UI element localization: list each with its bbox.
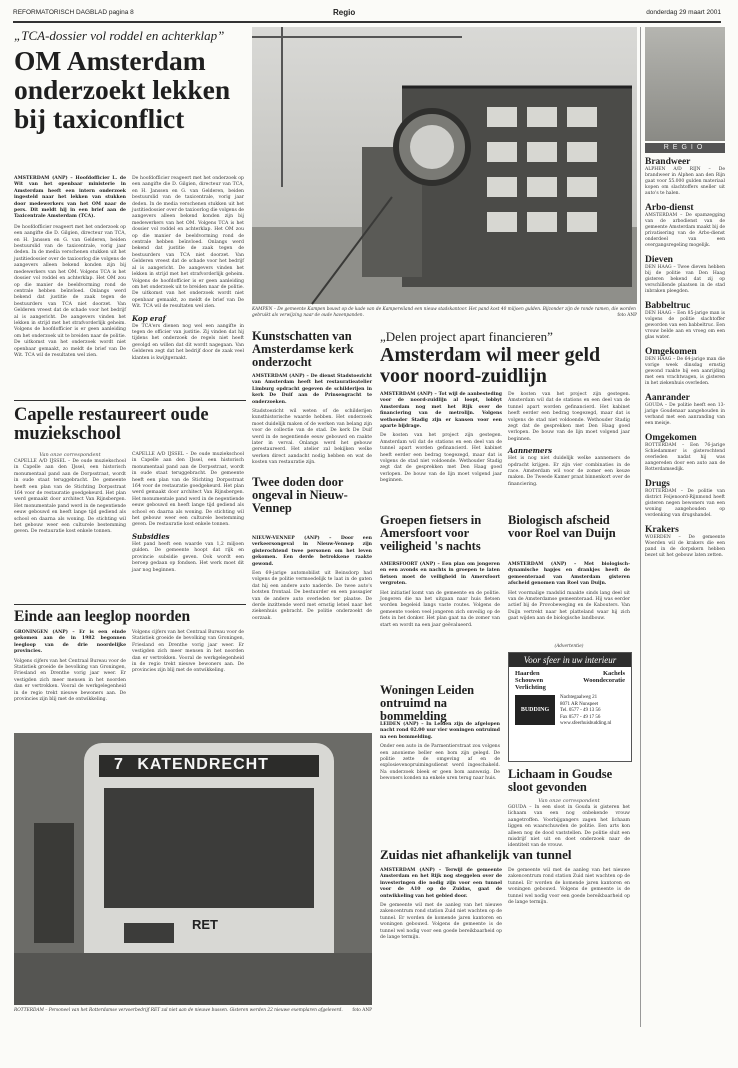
tweedoden-body: Een 69-jarige automobilist uit Beinsdorp had volgens de politie vermoedelijk te laat in de gaten dat hij een andere auto naderde. De twee auto's botsten frontaal. De bestuurder en een passagier van de andere auto overleden ter plaatse. De derde inzittende werd met ernstig letsel naar het ziekenhuis gebracht. De politie onderzoekt de oorzaak. [252, 571, 372, 621]
construction-illustration [252, 27, 637, 304]
sidebar-news-text: DEN HAAG – De 64-jarige man die vorige week dinsdag ernstig gewond raakte bij een aanrijding met een vrachtwagen, is gisteren in het ziekenhuis overleden. [645, 357, 725, 386]
leegloop-headline: Einde aan leeglop noorden [14, 608, 191, 625]
advert-web[interactable]: www.sfeerhuisbudding.nl [560, 721, 612, 727]
advert [508, 652, 632, 762]
sidebar-news-item [645, 479, 725, 519]
sidebar-label: REGIO [645, 143, 725, 153]
delen-subhead: Aannemers [508, 446, 553, 456]
zuidas-col-2 [508, 868, 630, 1008]
sidebar-news-title: Krakers [645, 525, 679, 535]
capelle-body-cont: CAPELLE A/D IJSSEL – De oude muziekschool in Capelle aan den IJssel, een historisch monumentaal pand aan de Dorpsstraat, wordt in oude staat teruggebracht. De gemeente heeft een plan van de Stichting Dorpsstraat 164 voor de restauratie goedgekeurd. Het plan werd gemaakt door architect Van Rijnsbergen. Het monumentale pand werd in de negentiende eeuw gebouwd en heeft lange tijd gediend als school en daarna als woning. De stichting wil het gebouw weer een culturele bestemming geven. De restauratie kost enkele tonnen. [132, 452, 244, 528]
sidebar-news-item [645, 301, 725, 341]
fietsers-intro: AMERSFOORT (ANP) – Een plan om jongeren en een avonds en nachts in groepen te laten fietsen moet de veiligheid in Amersfoort vergroten. [380, 562, 500, 587]
woningen-headline: Woningen Leiden ontruimd na bommelding [380, 683, 475, 724]
advert-label: (Advertentie) [554, 644, 584, 649]
biologisch-text [508, 562, 630, 640]
construction-photo [252, 27, 637, 304]
header-rule [13, 21, 721, 23]
lead-subhead: Kop eraf [132, 313, 166, 323]
sidebar-news-title: Aanrander [645, 393, 690, 403]
sidebar-news-text: ROTTERDAM – De politie van district Feijenoord-Rijnmond heeft gisteren negen bewoners van een woning aangehouden op verdenking van drugshandel. [645, 489, 725, 518]
delen-headline: Amsterdam wil meer geld voor noord-zuidlijn [380, 344, 601, 387]
capelle-body2: Het pand heeft een waarde van 1,2 miljoen gulden. De gemeente hoopt dat rijk en provincie subsidie geven. Ook wordt een beroep gedaan op fondsen. Het werk moet dit jaar nog beginnen. [132, 541, 244, 573]
advert-address-line: Fax 0577 - 49 17 56 [560, 714, 601, 720]
sidebar-news-text: ROTTERDAM – Een 76-jarige Schiedammer is gisterochtend overleden nadat hij was aangereden door een auto aan de Rotterdamsedijk. [645, 443, 725, 472]
sidebar-news-item [645, 255, 725, 295]
construction-caption [252, 307, 637, 318]
capelle-body: CAPELLE A/D IJSSEL – De oude muziekschool in Capelle aan den IJssel, een historisch monumentaal pand aan de Dorpsstraat, wordt in oude staat teruggebracht. De gemeente heeft een plan van de Stichting Dorpsstraat 164 voor de restauratie goedgekeurd. Het plan werd gemaakt door architect Van Rijnsbergen. Het monumentale pand werd in de negentiende eeuw gebouwd en heeft lange tijd gediend als school en daarna als woning. De stichting wil het gebouw weer een culturele bestemming geven. De restauratie kost enkele tonnen. [14, 459, 126, 535]
sidebar-news-title: Dieven [645, 255, 673, 265]
delen-col-1 [380, 392, 502, 510]
sidebar-items [645, 157, 725, 559]
sidebar-news-item [645, 433, 725, 473]
sidebar-news-text: GOUDA – De politie heeft een 13-jarige Goudenaar aangehouden in verband met een aanranding van een meisje. [645, 403, 725, 426]
sidebar-news-title: Omgekomen [645, 433, 697, 443]
advert-product: Woondecoratie [583, 677, 625, 684]
zuidas-body-cont: De gemeente wil met de aanleg van het nieuwe zakencentrum rond station Zuid niet wachten op de tunnel. Er worden de komende jaren kantoren en woningen gebouwd. Volgens de gemeente is de tunnel wel nodig voor een goede bereikbaarheid op de lange termijn. [508, 868, 630, 906]
woningen-body: Onder een auto in de Parmentierstraat zou volgens een anonieme beller een bom zijn gelegd. De politie zette de omgeving af en de explosievenopruimingsdienst werd ingeschakeld. Na onderzoek bleek er geen bom aanwezig. De bewoners konden na enkele uren terug naar huis. [380, 744, 500, 782]
kunst-text [252, 374, 372, 470]
lead-body2: De TCA'ers dienen nog wel een aangifte in tegen de officier van justitie. Zij vinden dat hij tijdens het onderzoek de regels niet heeft gevolgd en willen dat dit wordt nagegaan. Van Gelderen zegt dat het bedrijf door de zaak veel klanten is kwijtgeraakt. [132, 323, 244, 361]
sidebar-news-item [645, 203, 725, 249]
sidebar-news-title: Drugs [645, 479, 670, 489]
delen-intro: AMSTERDAM (ANP) – Tot wijl de aanbesteding voor de noord-zuidlijn al loopt, lobbyt Amsterdam nog met het Rijk over de financiering van de metrolijn. Volgens wethouder Stadig zijn er kansen voor een aparte bijdrage. [380, 392, 502, 430]
advert-product: Kachels [602, 670, 625, 677]
lead-intro: AMSTERDAM (ANP) – Hoofdofficier L. de Wit van het openbaar ministerie in Amsterdam heeft een intern onderzoek ingesteld naar het lekken van stukken door medewerkers van het OM naar de pers. Dit meldt hij in een brief aan de Taxicentrale Amsterdam (TCA). [14, 176, 126, 220]
advert-products-right [583, 670, 625, 691]
section-title: Regio [333, 8, 356, 17]
advert-address-line: Tel. 0577 - 49 13 56 [560, 708, 601, 714]
lead-body-cont: De hoofdofficier reageert met het onderzoek op een aangifte die D. Gilgien, directeur van TCA, en H. Janssen en G. van Gelderen, beiden bestuurslid van de taxicentrale, vorig jaar deden. In de media verschenen stukken uit het justitiedossier over de taxioorlog die volgens de aangevers alleen bekend konden zijn bij medewerkers van het OM. Volgens TCA is het dossier vol roddel en achterklap. Het OM zou op die manier de beeldvorming rond de centrale hebben beïnvloed. Onlangs werd bekend dat justitie de zaak tegen de bestuurders van TCA niet doorzet. Van Gelderen vreest dat de schade voor het bedrijf al is aangericht. De aangevers vinden het lekken in strijd met het strafvorderlijk geheim. Volgens de hoofdofficier is er geen aanleiding om het onderzoek uit te breiden naar de politie. De uitkomst van het onderzoek wordt niet openbaar gemaakt, zo meldt de brief van De Wit. TCA wil de resultaten wel zien. [132, 176, 244, 310]
leegloop-body: Volgens cijfers van het Centraal Bureau voor de Statistiek groeide de bevolking van Groningen, Friesland en Drenthe vorig jaar weer. Er vestigden zich meer mensen in het noorden dan er vertrokken. Vooral de werkgelegenheid in de regio trekt nieuwe bewoners aan. De provincies zijn blij met de ontwikkeling. [14, 658, 126, 703]
advert-product: Schouwen [515, 677, 544, 684]
kunst-headline: Kunstschatten van Amsterdamse kerk onderzocht [252, 329, 354, 370]
delen-col-2 [508, 392, 630, 510]
construction-caption-text: KAMPEN – De gemeente Kampen bouwt op de kade van de Kampereiland een nieuw stadskantoor. Het pand kost 40 miljoen gulden. Bijzonder zijn de ronde ramen, die worden gebruikt als verwijzing naar de oude havenpanden. [252, 307, 636, 318]
sidebar-news-text: ALPHEN A/D RIJN – De brandweer in Alphen aan den Rijn gaat voor 55.000 gulden materiaal kopen om slachtoffers sneller uit auto's te halen. [645, 167, 725, 196]
construction-credit: foto ANP [617, 312, 637, 318]
woningen-text [380, 722, 500, 842]
sidebar-news-title: Babbeltruc [645, 301, 691, 311]
delen-body2: Het is nog niet duidelijk welke aannemers de opdracht krijgen. Er zijn vier combinaties in de race. Amsterdam wil voor de zomer een keuze maken. De Tweede Kamer praat binnenkort over de financiering. [508, 456, 630, 487]
leegloop-body-cont: Volgens cijfers van het Centraal Bureau voor de Statistiek groeide de bevolking van Groningen, Friesland en Drenthe vorig jaar weer. Er vestigden zich meer mensen in het noorden dan er vertrokken. Vooral de werkgelegenheid in de regio trekt nieuwe bewoners aan. De provincies zijn blij met de ontwikkeling. [132, 630, 244, 674]
delen-body: De kosten van het project zijn gestegen. Amsterdam wil dat de stations en een deel van de tunnel apart worden gefinancierd. Het kabinet heeft eerder een bedrag toegezegd, maar dat is volgens de stad niet voldoende. Wethouder Stadig zegt dat de gesprekken met Den Haag goed verlopen. De bouw van de lijn moet volgend jaar beginnen. [380, 433, 502, 484]
delen-body-cont: De kosten van het project zijn gestegen. Amsterdam wil dat de stations en een deel van de tunnel apart worden gefinancierd. Het kabinet heeft eerder een bedrag toegezegd, maar dat is volgens de stad niet voldoende. Wethouder Stadig zegt dat de gesprekken met Den Haag goed verlopen. De bouw van de lijn moet volgend jaar beginnen. [508, 392, 630, 442]
advert-address-line: Nachtegaalweg 21 [560, 695, 598, 700]
capelle-subhead: Subsidies [132, 531, 170, 541]
zuidas-col-1 [380, 868, 502, 1008]
sidebar-news-item [645, 393, 725, 427]
sidebar-news-title: Arbo-dienst [645, 203, 694, 213]
zuidas-headline: Zuidas niet afhankelijk van tunnel [380, 847, 572, 862]
advert-products [509, 667, 631, 691]
kunst-intro: AMSTERDAM (ANP) – De dienst Stadstoezicht van Amsterdam heeft het restauratieatelier Limburg opdracht gegeven de schilderijen in kerk De Duif aan de Prinsengracht te onderzoeken. [252, 374, 372, 405]
tram-sign: KATENDRECHT [137, 756, 269, 773]
tram-caption-text: ROTTERDAM – Personeel van het Rotterdamse vervoerbedrijf RET zal niet aan de nieuwe bussen. Gisteren werden 22 nieuwe exemplaren afgeleverd. [14, 1008, 343, 1013]
lichaam-text [508, 798, 630, 849]
biologisch-headline: Biologisch afscheid voor Roel van Duijn [508, 513, 616, 541]
zuidas-body: De gemeente wil met de aanleg van het nieuwe zakencentrum rond station Zuid niet wachten op de tunnel. Er worden de komende jaren kantoren en woningen gebouwd. Volgens de gemeente is de tunnel wel nodig voor een goede bereikbaarheid op de lange termijn. [380, 903, 502, 941]
advert-bottom [509, 691, 631, 728]
sidebar-news-text: DEN HAAG – Een 85-jarige man is volgens de politie slachtoffer geworden van een babbeltruc. Een vrouw belde aan en vroeg om een glas water. [645, 311, 725, 340]
fietsers-headline: Groepen fietsers in Amersfoort voor veiligheid 's nachts [380, 513, 482, 554]
sidebar-news-text: DEN HAAG – Twee dieven hebben bij de politie van Den Haag gisteren bekend dat zij op verschillende plaatsen in de stad inbraken pleegden. [645, 265, 725, 294]
fietsers-body: Het initiatief komt van de gemeente en de politie. Jongeren die na het uitgaan naar huis fietsen worden begeleid langs vaste routes. Volgens de gemeente voelen veel jongeren zich onveilig op de fiets in het donker. Het plan gaat na de zomer van start en wordt na een jaar geëvalueerd. [380, 590, 500, 628]
page-header [13, 6, 721, 20]
lead-col-2 [132, 176, 244, 396]
advert-address-line: 8071 AR Nunspeet [560, 701, 599, 707]
zuidas-intro: AMSTERDAM (ANP) – Terwijl de gemeente Amsterdam en het Rijk nog steggelen over de investeringen die nodig zijn voor een tunnel voor de A10 op de Zuidas, gaat de ontwikkeling van het gebied door. [380, 868, 502, 899]
tweedoden-intro: NIEUW-VENNEP (ANP) – Door een verkeersongeval in Nieuw-Vennep zijn gisterochtend twee personen om het leven gekomen. Een derde betrokkene raakte gewond. [252, 536, 372, 567]
tweedoden-headline: Twee doden door ongeval in Nieuw-Vennep [252, 475, 348, 516]
advert-slogan: Voor sfeer in uw interieur [509, 653, 631, 667]
leegloop-intro: GRONINGEN (ANP) – Er is een einde gekomen aan de in 1982 begonnen leegloop van de drie noordelijke provincies. [14, 630, 126, 655]
capelle-col-1 [14, 452, 126, 602]
tram-logo: RET [192, 917, 218, 932]
leegloop-col-1 [14, 630, 126, 730]
leegloop-col-2 [132, 630, 244, 730]
lichaam-headline: Lichaam in Goudse sloot gevonden [508, 767, 613, 795]
capelle-col-2 [132, 452, 244, 602]
sidebar-news-title: Omgekomen [645, 347, 697, 357]
fietsers-text [380, 562, 500, 678]
tram-photo [14, 733, 372, 1005]
tram-destination [114, 756, 314, 776]
tram-caption [14, 1008, 372, 1014]
sidebar-news-item [645, 347, 725, 387]
sidebar [640, 27, 725, 1027]
sidebar-news-title: Brandweer [645, 157, 691, 167]
capelle-rule [14, 400, 246, 401]
paper-name: REFORMATORISCH DAGBLAD pagina 8 [13, 9, 134, 16]
lead-headline: OM Amsterdam onderzoekt lekken bij taxiconflict [14, 45, 231, 134]
lichaam-body: GOUDA – In een sloot in Gouda is gisteren het lichaam van een nog onbekende vrouw aangetroffen. Voorbijgangers zagen het lichaam liggen en waarschuwden de politie. Een arts kon alleen nog de dood vaststellen. De politie sluit een misdrijf niet uit en doet onderzoek naar de identiteit van de vrouw. [508, 805, 630, 849]
capelle-headline: Capelle restaureert oude muziekschool [14, 405, 209, 445]
capelle-correspondent: Van onze correspondent [39, 452, 101, 458]
sidebar-news-item [645, 157, 725, 197]
lead-kicker: „TCA-dossier vol roddel en achterklap” [14, 28, 225, 43]
advert-brand-logo: BUDDING [515, 695, 555, 725]
biologisch-intro: AMSTERDAM (ANP) – Met biologisch-dynamische hapjes en drankjes heeft de gemeenteraad van Amsterdam gisteren afscheid genomen van Roel van Duijn. [508, 562, 630, 587]
delen-kicker: „Delen project apart financieren” [380, 329, 553, 344]
advert-product: Verlichting [515, 684, 546, 691]
lichaam-correspondent: Van onze correspondent [538, 798, 600, 804]
advert-address [560, 695, 611, 728]
leegloop-rule [14, 604, 246, 605]
advert-product: Haarden [515, 670, 540, 677]
page-date: donderdag 29 maart 2001 [646, 9, 721, 16]
tweedoden-text [252, 536, 372, 656]
sidebar-news-text: AMSTERDAM – De spamzegging van de arbodienst van de gemeente Amsterdam maakt bij de privatisering van de Arbo-dienst onderdeel van een overgangsregeling mogelijk. [645, 213, 725, 248]
sidebar-news-text: WOERDEN – De gemeente Woerden wil de krakers die een pand in de dorpskern hebben bezet uit het gebouw laten zetten. [645, 535, 725, 558]
lead-body: De hoofdofficier reageert met het onderzoek op een aangifte die D. Gilgien, directeur van TCA, en H. Janssen en G. van Gelderen, beiden bestuurslid van de taxicentrale, vorig jaar deden. In de media verschenen stukken uit het justitiedossier over de taxioorlog die volgens de aangevers alleen bekend konden zijn bij medewerkers van het OM. Volgens TCA is het dossier vol roddel en achterklap. Het OM zou op die manier de beeldvorming rond de centrale hebben beïnvloed. Onlangs werd bekend dat justitie de zaak tegen de bestuurders van TCA niet doorzet. Van Gelderen vreest dat de schade voor het bedrijf al is aangericht. De aangevers vinden het lekken in strijd met het strafvorderlijk geheim. Volgens de hoofdofficier is er geen aanleiding om het onderzoek uit te breiden naar de politie. De uitkomst van het onderzoek wordt niet openbaar gemaakt, zo meldt de brief van De Wit. TCA wil de resultaten wel zien. [14, 224, 126, 358]
woningen-intro: LEIDEN (ANP) – In Leiden zijn de afgelopen nacht rond 02.00 uur vier woningen ontruimd na een bommelding. [380, 722, 500, 740]
lead-col-1 [14, 176, 126, 396]
tram-route: 7 [114, 756, 124, 773]
advert-products-left [515, 670, 546, 691]
tram-credit: foto ANP [352, 1008, 372, 1013]
kunst-body: Stadstoezicht wil weten of de schilderijen kunsthistorische waarde hebben. Het onderzoek moet duidelijk maken of de werken van belang zijn voor de collectie van de stad. De kerk De Duif werd in de negentiende eeuw gebouwd en raakte later in verval. Onlangs werd het gebouw gerestaureerd. Het atelier zal bekijken welke werken direct aandacht nodig hebben en wat de kosten van restauratie zijn. [252, 409, 372, 466]
sidebar-photo [645, 27, 725, 141]
biologisch-body: Het voormalige raadslid maakte sinds lang deel uit van de Amsterdamse gemeenteraad. Hij was eerder actief bij de Provobeweging en de Kabouters. Van Duijn vertrekt naar het platteland waar hij zich gaat wijden aan de biologische landbouw. [508, 590, 630, 622]
sidebar-news-item [645, 525, 725, 559]
